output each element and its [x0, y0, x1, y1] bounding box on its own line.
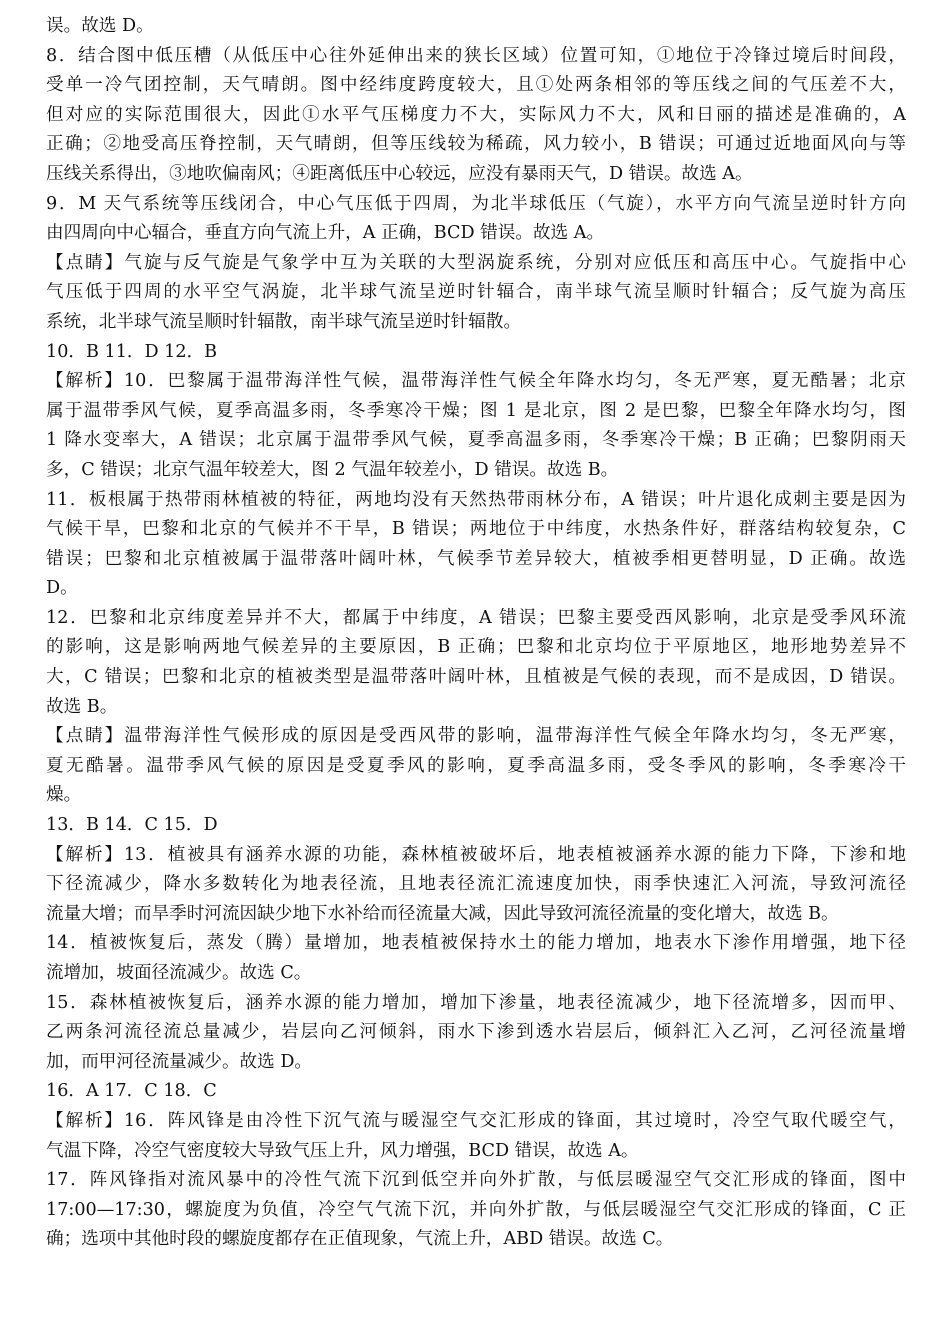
text-line: 11．板根属于热带雨林植被的特征，两地均没有天然热带雨林分布，A 错误；叶片退化成刺主要是因为 [46, 489, 906, 510]
text-line: 13．B 14．C 15．D [46, 815, 218, 836]
text-line: 的影响，这是影响两地气候差异的主要原因，B 正确；巴黎和北京均位于平原地区，地形地势差异不 [46, 637, 906, 658]
text-line: 17．阵风锋指对流风暴中的冷性气流下沉到低空并向外扩散，与低层暖湿空气交汇形成的锋面，图中 [46, 1170, 906, 1191]
text-line: 错误；巴黎和北京植被属于温带落叶阔叶林，气候季节差异较大，植被季相更替明显，D 正确。故选 [46, 548, 906, 569]
text-line: 【解析】16．阵风锋是由冷性下沉气流与暖湿空气交汇形成的锋面，其过境时，冷空气取代暖空气， [46, 1110, 906, 1131]
text-line: 误。故选 D。 [46, 16, 154, 36]
text-line: 压线关系得出，③地吹偏南风；④距离低压中心较远，应没有暴雨天气，D 错误。故选 A。 [46, 163, 753, 184]
text-line: 由四周向中心辐合，垂直方向气流上升，A 正确，BCD 错误。故选 A。 [46, 223, 605, 244]
text-line: 【解析】10．巴黎属于温带海洋性气候，温带海洋性气候全年降水均匀，冬无严寒，夏无酷暑；北京 [46, 371, 906, 392]
text-line: 10．B 11．D 12．B [46, 341, 218, 362]
text-line: 属于温带季风气候，夏季高温多雨，冬季寒冷干燥；图 1 是北京，图 2 是巴黎，巴黎全年降水均匀，图 [46, 400, 906, 421]
text-line: 受单一冷气团控制，天气晴朗。图中经纬度跨度较大，且①处两条相邻的等压线之间的气压差不大， [46, 75, 906, 96]
text-line: 气候干旱，巴黎和北京的气候并不干旱，B 错误；两地位于中纬度，水热条件好，群落结构较复杂，C [46, 519, 906, 540]
text-line: 但对应的实际范围很大，因此①水平气压梯度力不大，实际风力不大，风和日丽的描述是准确的，A [46, 104, 906, 125]
text-line: 大，C 错误；巴黎和北京的植被类型是温带落叶阔叶林，且植被是气候的表现，而不是成因，D 错误。 [46, 667, 906, 688]
text-line: 17:00—17:30，螺旋度为负值，冷空气气流下沉，并向外扩散，与低层暖湿空气交汇形成的锋面，C 正 [46, 1199, 906, 1220]
text-line: 加，而甲河径流量减少。故选 D。 [46, 1051, 313, 1072]
text-line: 流量大增；而旱季时河流因缺少地下水补给而径流量大减，因此导致河流径流量的变化增大，故选 B。 [46, 903, 839, 924]
text-line: 1 降水变率大，A 错误；北京属于温带季风气候，夏季高温多雨，冬季寒冷干燥；B 正确；巴黎阴雨天 [46, 430, 906, 451]
text-line: 8．结合图中低压槽（从低压中心往外延伸出来的狭长区域）位置可知，①地位于冷锋过境后时间段， [46, 45, 906, 66]
text-line: 12．巴黎和北京纬度差异并不大，都属于中纬度，A 错误；巴黎主要受西风影响，北京是受季风环流 [46, 607, 906, 628]
text-line: 【点睛】温带海洋性气候形成的原因是受西风带的影响，温带海洋性气候全年降水均匀，冬无严寒， [46, 726, 906, 747]
text-line: D。 [46, 578, 78, 599]
text-line: 14．植被恢复后，蒸发（腾）量增加，地表植被保持水土的能力增加，地表水下渗作用增强，地下径 [46, 933, 906, 954]
text-line: 确；选项中其他时段的螺旋度都存在正值现象，气流上升，ABD 错误。故选 C。 [46, 1229, 674, 1250]
text-line: 燥。 [46, 785, 82, 806]
text-line: 多，C 错误；北京气温年较差大，图 2 气温年较差小，D 错误。故选 B。 [46, 459, 619, 480]
text-line: 故选 B。 [46, 696, 118, 717]
text-line: 流增加，坡面径流减少。故选 C。 [46, 963, 312, 983]
answer-explanation-text [46, 12, 906, 1255]
text-line: 9．M 天气系统等压线闭合，中心气压低于四周，为北半球低压（气旋），水平方向气流呈逆时针方向 [46, 193, 906, 214]
text-line: 15．森林植被恢复后，涵养水源的能力增加，增加下渗量，地表径流减少，地下径流增多，因而甲、 [46, 992, 906, 1013]
text-line: 气压低于四周的水平空气涡旋，北半球气流呈逆时针辐合，南半球气流呈顺时针辐合；反气旋为高压 [46, 282, 906, 303]
text-line: 气温下降，冷空气密度较大导致气压上升，风力增强，BCD 错误，故选 A。 [46, 1140, 639, 1161]
text-line: 下径流减少，降水多数转化为地表径流，且地表径流汇流速度加快，雨季快速汇入河流，导致河流径 [46, 874, 906, 895]
text-line: 【解析】13．植被具有涵养水源的功能，森林植被破坏后，地表植被涵养水源的能力下降，下渗和地 [46, 844, 906, 865]
text-line: 【点睛】气旋与反气旋是气象学中互为关联的大型涡旋系统，分别对应低压和高压中心。气旋指中心 [46, 252, 906, 273]
text-line: 夏无酷暑。温带季风气候的原因是受夏季风的影响，夏季高温多雨，受冬季风的影响，冬季寒冷干 [46, 755, 906, 776]
text-line: 系统，北半球气流呈顺时针辐散，南半球气流呈逆时针辐散。 [46, 311, 522, 332]
text-line: 乙两条河流径流总量减少，岩层向乙河倾斜，雨水下渗到透水岩层后，倾斜汇入乙河，乙河径流量增 [46, 1022, 906, 1043]
text-line: 正确；②地受高压脊控制，天气晴朗，但等压线较为稀疏，风力较小，B 错误；可通过近地面风向与等 [46, 134, 906, 155]
text-line: 16．A 17．C 18．C [46, 1081, 217, 1102]
